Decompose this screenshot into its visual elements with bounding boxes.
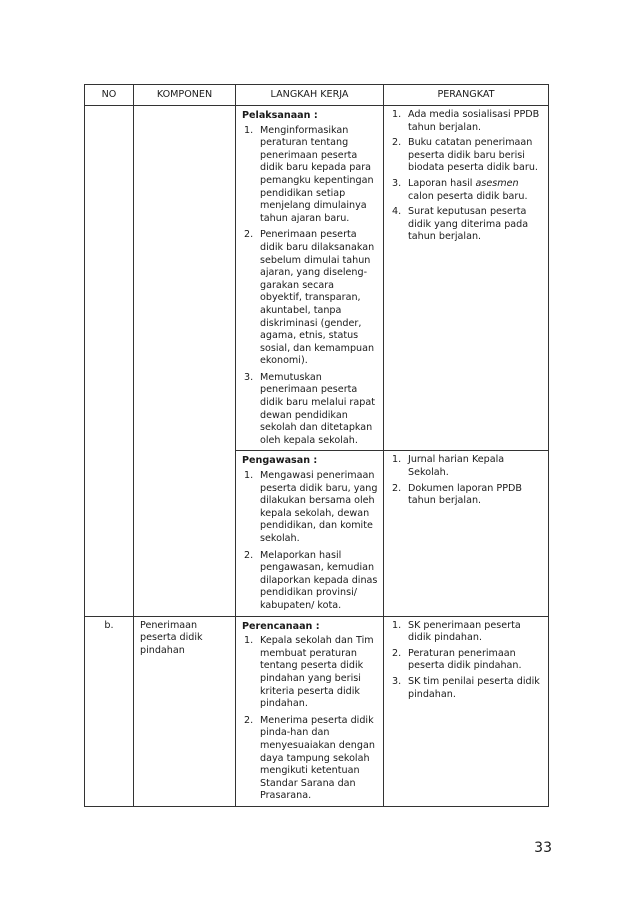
cell-pelaksanaan-steps [236,106,384,451]
list-item: 1. Kepala sekolah dan Tim membuat peraturan tentang peserta didik pindahan yang berisi kriteria peserta didik pindahan. [244,635,374,710]
list-item: 2. Buku catatan penerimaan peserta didik baru berisi biodata peserta didik baru. [392,137,538,174]
pelaksanaan-tool-list [390,109,544,244]
header-no: NO [85,85,134,106]
list-item: 1. Mengawasi penerimaan peserta didik baru, yang dilakukan bersama oleh kepala sekolah, dewan pendidikan, dan komite sekolah. [244,470,378,544]
header-perangkat: PERANGKAT [384,85,549,106]
section-title-perencanaan: Perencanaan : [242,620,320,632]
procedure-table [84,84,549,807]
list-item: 3. SK tim penilai peserta didik pindahan. [392,675,540,700]
table-header-row [85,85,549,106]
header-komponen: KOMPONEN [134,85,236,106]
pelaksanaan-step-list [242,125,379,448]
list-item: 4. Surat keputusan peserta didik yang diterima pada tahun berjalan. [392,206,529,243]
list-item: 1. SK penerimaan peserta didik pindahan. [392,619,521,644]
cell-pelaksanaan-tools [384,106,549,451]
list-item: 2. Dokumen laporan PPDB tahun berjalan. [392,482,522,507]
section-title-pelaksanaan: Pelaksanaan : [242,110,318,121]
list-item: 2. Melaporkan hasil pengawasan, kemudian dilaporkan kepada dinas pendidikan provinsi/ kabupaten/ kota. [244,549,378,611]
list-item: 3. Laporan hasil asesmen calon peserta didik baru. [392,177,528,202]
list-item: 2. Penerimaan peserta didik baru dilaksanakan sebelum dimulai tahun ajaran, yang diseleng-garakan secara obyektif, transparan, akuntabel, tanpa diskriminasi (gender, agama, etnis, status sosial, dan kemampuan ekonomi). [244,229,375,367]
list-item: 1. Jurnal harian Kepala Sekolah. [392,454,505,479]
cell-no-empty [85,106,134,617]
list-item: 1. Ada media sosialisasi PPDB tahun berjalan. [392,109,540,133]
cell-komponen-pindahan: Penerimaan peserta didik pindahan [134,616,236,806]
cell-komponen-empty [134,106,236,617]
cell-pengawasan-tools [384,451,549,616]
list-item: 2. Menerima peserta didik pinda-han dan menyesuaiakan dengan daya tampung sekolah mengikuti ketentuan Standar Sarana dan Prasarana. [244,714,375,802]
table-row-b [85,616,549,806]
cell-perencanaan-tools [384,616,549,806]
page-number: 33 [534,840,552,856]
pengawasan-step-list [242,470,379,613]
cell-no-b: b. [85,616,134,806]
emphasis-asesmen: asesmen [475,177,519,189]
cell-pengawasan-steps [236,451,384,616]
perencanaan-tool-list [390,620,544,702]
list-item: 3. Memutuskan penerimaan peserta didik baru melalui rapat dewan pendidikan sekolah dan ditetapkan oleh kepala sekolah. [244,371,375,446]
table-row-pelaksanaan [85,106,549,451]
list-item: 1. Menginformasikan peraturan tentang penerimaan peserta didik baru kepada para pemangku kepentingan pendidikan setiap menjelang dimulainya tahun ajaran baru. [244,124,374,224]
section-title-pengawasan: Pengawasan : [242,455,318,467]
cell-perencanaan-steps [236,616,384,806]
pengawasan-tool-list [390,454,544,507]
perencanaan-step-list [242,635,379,803]
header-langkah-kerja: LANGKAH KERJA [236,85,384,106]
list-item: 2. Peraturan penerimaan peserta didik pindahan. [392,647,522,672]
